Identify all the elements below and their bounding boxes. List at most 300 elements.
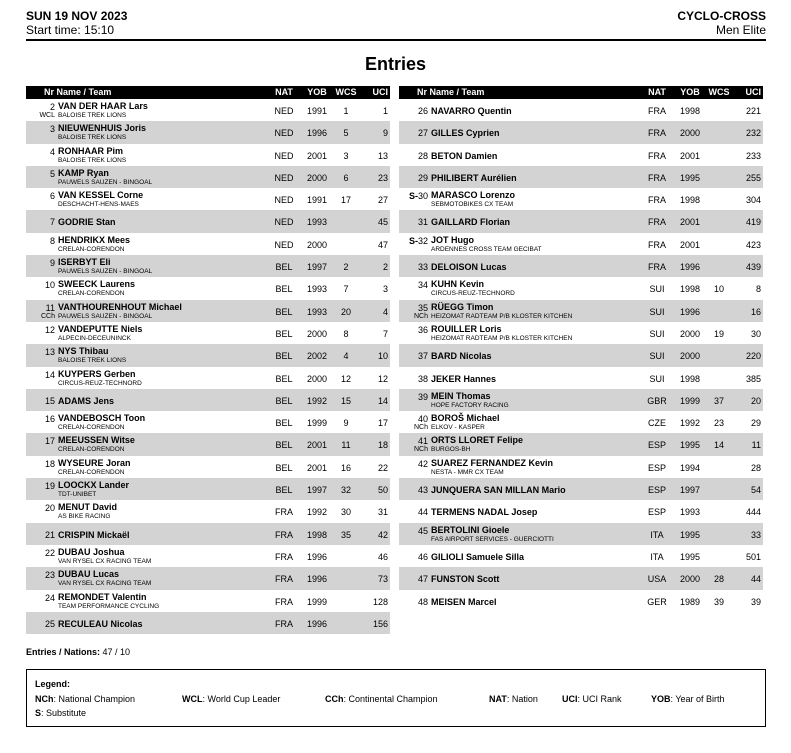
table-row	[399, 567, 763, 589]
rider-number: 18	[44, 458, 55, 469]
rider-year-of-birth: 1994	[679, 462, 701, 473]
rider-year-of-birth: 1991	[306, 106, 328, 116]
legend-item-substitute: S: Substitute	[35, 708, 87, 718]
rider-uci-rank: 14	[377, 395, 388, 406]
rider-nation: NED	[274, 106, 294, 116]
rider-team: CRELAN-CORENDON	[58, 446, 125, 454]
rider-number: 41	[417, 436, 428, 447]
rider-number: 29	[417, 172, 428, 183]
rider-nation: NED	[274, 150, 294, 161]
rider-wcs: 28	[713, 574, 724, 585]
rider-uci-rank: 156	[372, 618, 388, 629]
table-row	[26, 188, 390, 210]
summary-label: Entries / Nations:	[26, 647, 101, 657]
rider-name: NYS Thibau	[58, 346, 109, 357]
rider-wcs: 5	[343, 128, 349, 139]
rider-number: 47	[417, 574, 428, 585]
rider-year-of-birth: 1995	[679, 172, 701, 183]
table-body	[26, 99, 390, 634]
rider-name: SWEECK Laurens	[58, 279, 136, 290]
rider-year-of-birth: 1996	[679, 306, 701, 317]
rider-name: REMONDET Valentin	[58, 591, 147, 602]
rider-number: 24	[44, 592, 55, 603]
rider-uci-rank: 439	[745, 262, 761, 273]
rider-note: WCL	[39, 112, 55, 119]
rider-year-of-birth: 1995	[679, 440, 701, 451]
rider-wcs: 3	[343, 150, 349, 161]
rider-number: 38	[417, 373, 428, 384]
col-wcs: WCS	[335, 87, 357, 97]
rider-number: 16	[44, 414, 55, 425]
rider-number: 13	[44, 347, 55, 358]
rider-number: 10	[44, 280, 55, 291]
rider-uci-rank: 73	[377, 574, 388, 585]
rider-nation: FRA	[275, 551, 293, 562]
legend-item-nat: NAT: Nation	[489, 694, 538, 704]
rider-number: 37	[417, 351, 428, 362]
legend-item-nch: NCh: National Champion	[35, 694, 136, 704]
rider-nation: BEL	[275, 440, 293, 451]
rider-uci-rank: 16	[750, 306, 761, 317]
rider-uci-rank: 233	[745, 150, 761, 161]
rider-name: KUHN Kevin	[431, 279, 485, 290]
rider-name: NAVARRO Quentin	[431, 106, 512, 116]
rider-wcs: 15	[340, 395, 351, 406]
rider-uci-rank: 232	[745, 128, 761, 139]
rider-number: 4	[49, 146, 55, 157]
table-row	[26, 456, 390, 478]
rider-number: 5	[49, 168, 55, 179]
table-row	[399, 99, 763, 121]
rider-number: 19	[44, 481, 55, 492]
rider-nation: BEL	[275, 395, 293, 406]
rider-number: 6	[49, 191, 55, 202]
rider-uci-rank: 29	[750, 418, 761, 429]
rider-team: BALOISE TREK LIONS	[58, 112, 127, 119]
rider-team: PAUWELS SAUZEN - BINGOAL	[58, 178, 153, 186]
rider-year-of-birth: 1992	[679, 418, 701, 429]
table-row	[26, 277, 390, 299]
rider-year-of-birth: 2001	[306, 440, 328, 451]
rider-name: MEISEN Marcel	[431, 596, 497, 607]
legend-item-yob: YOB: Year of Birth	[651, 694, 725, 704]
rider-number: 3	[49, 124, 55, 135]
rider-year-of-birth: 1995	[679, 551, 701, 562]
rider-team: PAUWELS SAUZEN - BINGOAL	[58, 268, 153, 276]
rider-nation: FRA	[275, 574, 293, 585]
rider-uci-rank: 221	[745, 106, 761, 116]
rider-number: 17	[44, 436, 55, 447]
rider-uci-rank: 10	[377, 351, 388, 362]
rider-year-of-birth: 1992	[306, 507, 328, 518]
rider-name: CRISPIN Mickaël	[58, 529, 130, 540]
legend-title: Legend:	[35, 679, 70, 689]
rider-name: SUAREZ FERNANDEZ Kevin	[431, 457, 554, 468]
rider-nation: ESP	[647, 462, 666, 473]
rider-uci-rank: 45	[377, 217, 388, 228]
rider-nation: BEL	[275, 262, 293, 273]
rider-nation: BEL	[275, 418, 293, 429]
rider-number: 7	[49, 217, 55, 228]
rider-year-of-birth: 1998	[679, 106, 701, 116]
rider-number: 21	[44, 529, 55, 540]
rider-name: MARASCO Lorenzo	[431, 190, 515, 201]
rider-nation: FRA	[275, 618, 293, 629]
rider-year-of-birth: 2002	[306, 351, 328, 362]
rider-uci-rank: 12	[377, 373, 388, 384]
rider-wcs: 14	[713, 440, 724, 451]
rider-year-of-birth: 2000	[679, 328, 701, 339]
table-row	[26, 210, 390, 232]
rider-uci-rank: 385	[745, 373, 761, 384]
rider-name: VAN KESSEL Corne	[58, 190, 144, 201]
rider-uci-rank: 4	[382, 306, 388, 317]
rider-year-of-birth: 1999	[306, 596, 328, 607]
rider-nation: FRA	[648, 128, 666, 139]
rider-uci-rank: 423	[745, 239, 761, 250]
rider-year-of-birth: 2000	[306, 373, 328, 384]
rider-year-of-birth: 1998	[679, 373, 701, 384]
rider-uci-rank: 39	[750, 596, 761, 607]
rider-name: KUYPERS Gerben	[58, 368, 136, 379]
rider-wcs: 12	[340, 373, 351, 384]
rider-team: BALOISE TREK LIONS	[58, 156, 127, 164]
legend-box	[26, 669, 766, 727]
rider-number: 14	[44, 369, 55, 380]
rider-uci-rank: 42	[377, 529, 388, 540]
rider-name: DUBAU Lucas	[58, 569, 120, 580]
rider-uci-rank: 501	[745, 551, 761, 562]
rider-uci-rank: 33	[750, 529, 761, 540]
rider-nation: ESP	[647, 485, 666, 496]
rider-year-of-birth: 1999	[679, 395, 701, 406]
legend-item-cch: CCh: Continental Champion	[325, 694, 438, 704]
rider-note: NCh	[413, 424, 428, 432]
rider-name: TERMENS NADAL Josep	[431, 507, 538, 518]
rider-year-of-birth: 1998	[679, 284, 701, 295]
table-row	[399, 144, 763, 166]
rider-year-of-birth: 2000	[306, 239, 328, 250]
rider-nation: FRA	[648, 106, 666, 116]
rider-number: 46	[417, 551, 428, 562]
rider-wcs: 8	[343, 328, 349, 339]
rider-team: DESCHACHT-HENS-MAES	[58, 201, 139, 209]
col-uci: UCI	[372, 87, 388, 97]
table-row	[26, 144, 390, 166]
rider-number: 34	[417, 280, 428, 291]
entries-table-left	[26, 86, 390, 634]
rider-name: GILIOLI Samuele Silla	[431, 551, 525, 562]
rider-wcs: 37	[713, 395, 724, 406]
rider-name: MENUT David	[58, 502, 118, 513]
rider-uci-rank: 9	[382, 128, 388, 139]
rider-number: 44	[417, 507, 428, 518]
rider-wcs: 17	[340, 195, 351, 206]
rider-number: 40	[417, 414, 428, 425]
rider-name: NIEUWENHUIS Joris	[58, 123, 147, 134]
rider-name: JOT Hugo	[431, 234, 474, 245]
rider-wcs: 7	[343, 284, 349, 295]
rider-uci-rank: 220	[745, 351, 761, 362]
rider-nation: BEL	[275, 351, 293, 362]
rider-nation: CZE	[648, 418, 666, 429]
rider-nation: NED	[274, 128, 294, 139]
page-title: Entries	[364, 54, 427, 74]
rider-team: AS BIKE RACING	[58, 513, 111, 521]
rider-year-of-birth: 2001	[306, 150, 328, 161]
table-row	[399, 121, 763, 143]
rider-uci-rank: 8	[755, 284, 761, 295]
table-row	[399, 500, 763, 522]
rider-uci-rank: 27	[377, 195, 388, 206]
rider-nation: NED	[274, 239, 294, 250]
rider-year-of-birth: 1992	[306, 395, 328, 406]
rider-wcs: 9	[343, 418, 349, 429]
rider-uci-rank: 304	[745, 195, 761, 206]
rider-year-of-birth: 2000	[306, 328, 328, 339]
rider-number: 28	[417, 150, 428, 161]
rider-name: RONHAAR Pim	[58, 145, 124, 156]
rider-name: GAILLARD Florian	[431, 217, 510, 228]
rider-number: 15	[44, 395, 55, 406]
rider-uci-rank: 11	[751, 440, 761, 451]
rider-team: HOPE FACTORY RACING	[431, 401, 509, 409]
rider-number: 2	[49, 102, 55, 112]
rider-year-of-birth: 1993	[306, 217, 328, 228]
discipline: CYCLO-CROSS	[677, 9, 766, 23]
rider-uci-rank: 128	[372, 596, 388, 607]
rider-team: CRELAN-CORENDON	[58, 290, 125, 298]
rider-name: WYSEURE Joran	[58, 457, 131, 468]
rider-nation: FRA	[275, 596, 293, 607]
rider-name: BARD Nicolas	[431, 351, 492, 362]
rider-year-of-birth: 2000	[679, 351, 701, 362]
rider-year-of-birth: 2001	[306, 462, 328, 473]
entries-summary	[26, 647, 130, 657]
rider-nation: FRA	[275, 529, 293, 540]
rider-team: NESTA - MMR CX TEAM	[431, 468, 504, 476]
rider-name: RECULEAU Nicolas	[58, 618, 143, 629]
rider-name: VANDEBOSCH Toon	[58, 413, 146, 424]
rider-team: CRELAN-CORENDON	[58, 424, 125, 432]
table-row	[26, 300, 390, 322]
rider-nation: SUI	[649, 373, 665, 384]
rider-wcs: 10	[713, 284, 724, 295]
rider-year-of-birth: 1996	[306, 128, 328, 139]
rider-number: 26	[417, 106, 428, 116]
rider-number: 43	[417, 485, 428, 496]
col-uci: UCI	[745, 87, 761, 97]
rider-team: CRELAN-CORENDON	[58, 468, 125, 476]
rider-nation: FRA	[648, 217, 666, 228]
table-row	[26, 523, 390, 545]
rider-year-of-birth: 1999	[306, 418, 328, 429]
rider-year-of-birth: 1991	[306, 195, 328, 206]
rider-number: 27	[417, 128, 428, 139]
rider-nation: BEL	[275, 328, 293, 339]
table-row	[26, 612, 390, 634]
table-row	[399, 411, 763, 433]
rider-year-of-birth: 2000	[306, 172, 328, 183]
table-row	[399, 367, 763, 389]
rider-uci-rank: 47	[377, 239, 388, 250]
rider-nation: USA	[647, 574, 667, 585]
rider-year-of-birth: 1993	[306, 306, 328, 317]
rider-nation: FRA	[648, 195, 666, 206]
table-row	[399, 300, 763, 322]
rider-number: 20	[44, 503, 55, 514]
table-row	[399, 478, 763, 500]
rider-team: BALOISE TREK LIONS	[58, 134, 127, 142]
rider-uci-rank: 444	[745, 507, 761, 518]
rider-number: 9	[49, 258, 55, 269]
rider-nation: NED	[274, 217, 294, 228]
rider-number: 25	[44, 618, 55, 629]
rider-number: 35	[417, 302, 428, 313]
rider-name: JEKER Hannes	[431, 373, 497, 384]
legend-item-uci: UCI: UCI Rank	[562, 694, 622, 704]
rider-number: 36	[417, 324, 428, 335]
rider-number: 8	[49, 235, 55, 246]
rider-wcs: 35	[340, 529, 351, 540]
rider-name: LOOCKX Lander	[58, 480, 130, 491]
header-left	[26, 9, 127, 37]
rider-nation: BEL	[275, 485, 293, 496]
rider-wcs: 11	[341, 440, 351, 451]
rider-team: ARDENNES CROSS TEAM GECIBAT	[431, 245, 542, 253]
rider-wcs: 1	[343, 106, 349, 116]
table-row	[26, 166, 390, 188]
table-row	[26, 411, 390, 433]
rider-name: ORTS LLORET Felipe	[431, 435, 524, 446]
rider-name: BERTOLINI Gioele	[431, 524, 510, 535]
rider-team: VAN RYSEL CX RACING TEAM	[58, 557, 152, 565]
rider-year-of-birth: 1998	[306, 529, 328, 540]
rider-name: ADAMS Jens	[58, 395, 115, 406]
table-row	[399, 277, 763, 299]
rider-year-of-birth: 2001	[679, 239, 701, 250]
rider-name: GODRIE Stan	[58, 217, 116, 228]
rider-uci-rank: 28	[750, 462, 761, 473]
rider-nation: FRA	[648, 239, 666, 250]
header-right	[677, 9, 766, 37]
table-row	[399, 233, 763, 255]
rider-nation: ESP	[647, 440, 666, 451]
rider-number: 42	[417, 458, 428, 469]
rider-number: 12	[44, 324, 55, 335]
rider-name: PHILIBERT Aurélien	[431, 172, 517, 183]
rider-name: MEIN Thomas	[431, 390, 491, 401]
rider-uci-rank: 30	[750, 328, 761, 339]
rider-team: CIRCUS-REUZ-TECHNORD	[431, 290, 515, 298]
table-row	[399, 433, 763, 455]
substitute-marker: S-	[409, 235, 418, 246]
rider-nation: FRA	[275, 507, 293, 518]
table-row	[26, 433, 390, 455]
rider-number: 23	[44, 570, 55, 581]
rider-team: BALOISE TREK LIONS	[58, 357, 127, 365]
rider-year-of-birth: 1996	[306, 551, 328, 562]
category: Men Elite	[715, 23, 766, 37]
rider-nation: GBR	[647, 395, 667, 406]
table-header	[399, 86, 763, 99]
rider-uci-rank: 22	[377, 462, 388, 473]
table-row	[26, 590, 390, 612]
rider-year-of-birth: 1998	[679, 195, 701, 206]
rider-nation: NED	[274, 195, 294, 206]
rider-wcs: 30	[340, 507, 351, 518]
table-row	[399, 255, 763, 277]
rider-note: CCh	[40, 312, 55, 320]
rider-year-of-birth: 1993	[306, 284, 328, 295]
rider-wcs: 32	[340, 485, 351, 496]
rider-uci-rank: 18	[377, 440, 388, 451]
rider-year-of-birth: 1997	[679, 485, 701, 496]
table-row	[26, 99, 390, 121]
table-row	[399, 166, 763, 188]
rider-team: ELKOV - KASPER	[431, 424, 485, 432]
rider-name: MEEUSSEN Witse	[58, 435, 135, 446]
entries-table-right	[399, 86, 763, 612]
rider-uci-rank: 46	[377, 551, 388, 562]
rider-nation: ITA	[650, 529, 664, 540]
rider-nation: BEL	[275, 306, 293, 317]
legend-item-wcl: WCL: World Cup Leader	[182, 694, 281, 704]
rider-uci-rank: 50	[377, 485, 388, 496]
col-nat: NAT	[275, 87, 293, 97]
rider-name: FUNSTON Scott	[431, 574, 500, 585]
table-row	[26, 233, 390, 255]
rider-name: VANDEPUTTE Niels	[58, 323, 143, 334]
table-row	[26, 344, 390, 366]
table-row	[26, 322, 390, 344]
rider-team: HEIZOMAT RADTEAM P/B KLOSTER KITCHEN	[431, 334, 573, 342]
rider-year-of-birth: 1993	[679, 507, 701, 518]
rider-name: ROUILLER Loris	[431, 323, 502, 334]
rider-nation: SUI	[649, 284, 665, 295]
rider-nation: FRA	[648, 150, 666, 161]
rider-wcs: 20	[340, 306, 351, 317]
col-yob: YOB	[680, 87, 700, 97]
rider-nation: FRA	[648, 262, 666, 273]
rider-team: ALPECIN-DECEUNINCK	[58, 334, 131, 342]
rider-name: BOROŠ Michael	[431, 413, 500, 424]
race-date: SUN 19 NOV 2023	[26, 9, 128, 23]
table-row	[399, 322, 763, 344]
rider-team: PAUWELS SAUZEN - BINGOAL	[58, 312, 153, 320]
rider-number: 32	[417, 235, 428, 246]
rider-note: NCh	[413, 312, 428, 320]
rider-name: JUNQUERA SAN MILLAN Mario	[431, 485, 566, 496]
rider-year-of-birth: 2000	[679, 574, 701, 585]
rider-uci-rank: 419	[745, 217, 761, 228]
rider-year-of-birth: 1989	[679, 596, 701, 607]
rider-nation: BEL	[275, 373, 293, 384]
rider-uci-rank: 1	[382, 106, 388, 116]
table-row	[399, 389, 763, 411]
rider-nation: GER	[647, 596, 667, 607]
rider-year-of-birth: 1995	[679, 529, 701, 540]
rider-year-of-birth: 2000	[679, 128, 701, 139]
rider-team: CIRCUS-REUZ-TECHNORD	[58, 379, 142, 387]
table-body	[399, 99, 763, 612]
table-row	[26, 389, 390, 411]
table-row	[26, 545, 390, 567]
rider-uci-rank: 13	[377, 150, 388, 161]
rider-uci-rank: 23	[377, 172, 388, 183]
rider-number: 30	[417, 191, 428, 202]
rider-wcs: 6	[343, 172, 349, 183]
